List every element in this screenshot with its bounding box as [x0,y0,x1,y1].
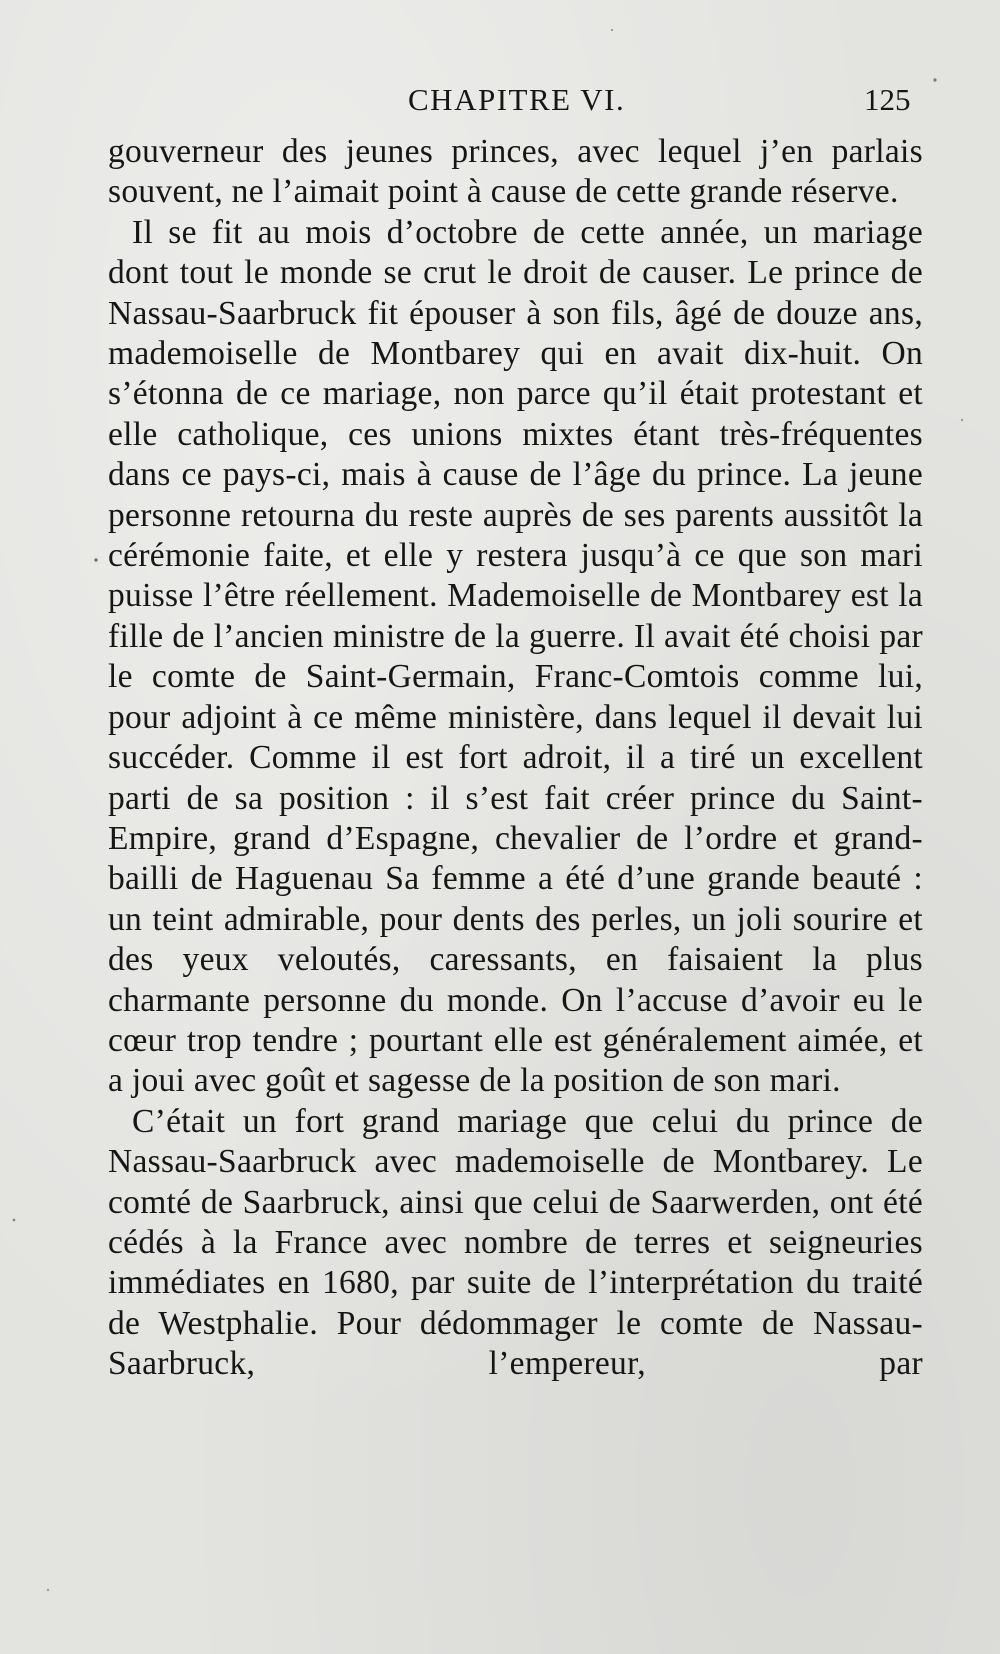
body-text [108,132,923,1385]
paragraph-2: Il se fit au mois d’octobre de cette année, un mariage dont tout le monde se crut le droit de causer. Le prince de Nassau-Saarbruck fit épouser à son fils, âgé de douze ans, mademoiselle de Montbarey qui en avait dix-huit. On s’étonna de ce mariage, non parce qu’il était protestant et elle catholique, ces unions mixtes étant très-fréquentes dans ce pays-ci, mais à cause de l’âge du prince. La jeune personne retourna du reste auprès de ses parents aussitôt la cérémonie faite, et elle y restera jusqu’à ce que son mari puisse l’être réellement. Mademoiselle de Montbarey est la fille de l’ancien ministre de la guerre. Il avait été choisi par le comte de Saint-Germain, Franc-Comtois comme lui, pour adjoint à ce même ministère, dans lequel il devait lui succéder. Comme il est fort adroit, il a tiré un excellent parti de sa position : il s’est fait créer prince du Saint-Empire, grand d’Espagne, chevalier de l’ordre et grand-bailli de Haguenau Sa femme a été d’une grande beauté : un teint admirable, pour dents des perles, un joli sourire et des yeux veloutés, caressants, en faisaient la plus charmante personne du monde. On l’accuse d’avoir eu le cœur trop tendre ; pourtant elle est généralement aimée, et a joui avec goût et sagesse de la position de son mari. [108,213,923,1100]
running-title: CHAPITRE VI. [408,82,626,117]
paragraph-1: gouverneur des jeunes princes, avec lequel j’en parlais souvent, ne l’aimait point à cause de cette grande réserve. [108,133,923,211]
paragraph-3: C’était un fort grand mariage que celui du prince de Nassau-Saarbruck avec mademoiselle de Montbarey. Le comté de Saarbruck, ainsi que celui de Saarwerden, ont été cédés à la France avec nombre de terres et seigneuries immédiates en 1680, par suite de l’interprétation du traité de Westphalie. Pour dédommager le comte de Nassau-Saarbruck, l’empereur, par [108,1102,923,1383]
page-header [0,80,1000,120]
page-number: 125 [864,82,911,117]
